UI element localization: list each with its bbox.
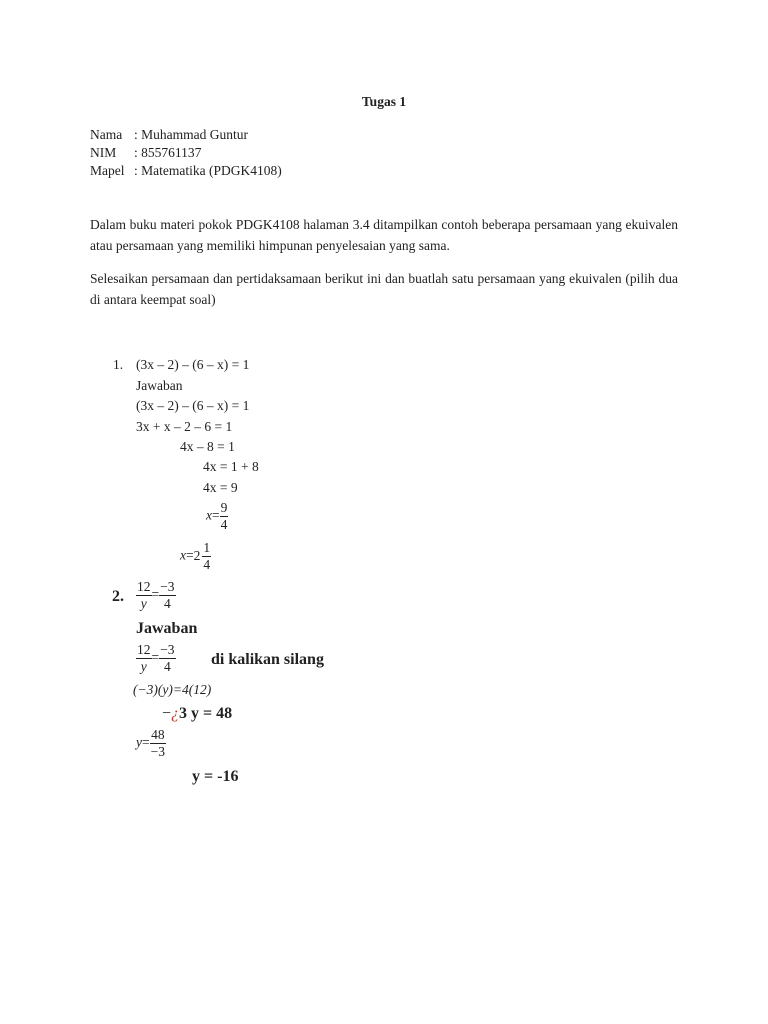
fraction	[136, 579, 152, 612]
problem-2-step	[162, 705, 232, 723]
denominator: 4	[163, 659, 171, 674]
numerator: 1	[203, 540, 211, 555]
equals-sign: =	[212, 507, 220, 523]
problem-2-restated-equation	[136, 642, 176, 675]
name-value: : Muhammad Guntur	[134, 127, 248, 142]
problem-1-mixed-result	[180, 540, 211, 573]
minus-sign: −	[162, 705, 172, 722]
cross-multiply-line: (−3)(y)=4(12)	[133, 682, 212, 697]
whole-number: 2	[193, 547, 201, 563]
fraction	[136, 642, 152, 675]
variable-x: x	[206, 507, 212, 523]
problem-2-number: 2.	[112, 588, 124, 605]
fraction	[220, 500, 229, 533]
equals-sign: =	[186, 547, 194, 563]
problem-2-equation	[136, 579, 176, 612]
problem-1-step: 4x = 1 + 8	[203, 459, 259, 474]
mapel-value: : Matematika (PDGK4108)	[134, 163, 282, 178]
fraction	[159, 642, 175, 675]
glyph-error: ¿	[171, 705, 180, 722]
variable-y: y	[136, 734, 142, 750]
fraction	[150, 727, 166, 760]
nim-label: NIM	[90, 145, 117, 160]
cross-multiply-note: di kalikan silang	[211, 651, 324, 668]
numerator: 48	[151, 727, 165, 742]
mapel-label: Mapel	[90, 163, 125, 178]
page-title: Tugas 1	[361, 94, 407, 109]
problem-2-result: y = -16	[192, 768, 239, 785]
problem-1-step: 4x = 9	[203, 480, 238, 495]
problem-1-answer-label: Jawaban	[136, 378, 183, 393]
fraction	[202, 540, 211, 573]
fraction	[159, 579, 175, 612]
denominator: y	[140, 659, 147, 674]
numerator: −3	[160, 579, 175, 594]
numerator: 9	[220, 500, 228, 515]
problem-1-number: 1.	[113, 357, 124, 372]
instruction-paragraph: Selesaikan persamaan dan pertidaksamaan berikut ini dan buatlah satu persamaan yang ekuivalen (pilih dua di antara keempat soal)	[90, 271, 678, 307]
numerator: 12	[137, 642, 151, 657]
denominator: −3	[150, 744, 165, 759]
problem-1-step: 3x + x – 2 – 6 = 1	[136, 419, 233, 434]
equals-sign: =	[151, 586, 160, 602]
step-text: 3 y = 48	[179, 705, 233, 722]
denominator: y	[140, 596, 147, 611]
problem-2-answer-label: Jawaban	[136, 620, 198, 637]
numerator: −3	[160, 642, 175, 657]
nim-value: : 855761137	[134, 145, 202, 160]
numerator: 12	[137, 579, 151, 594]
problem-1-fraction-result	[206, 500, 228, 533]
equals-sign: =	[151, 649, 160, 665]
name-label: Nama	[90, 127, 123, 142]
denominator: 4	[203, 557, 211, 572]
denominator: 4	[163, 596, 171, 611]
denominator: 4	[220, 517, 228, 532]
variable-x: x	[180, 547, 186, 563]
identity-mapel-row	[90, 163, 282, 179]
problem-2-y-fraction	[136, 727, 166, 760]
problem-1-equation: (3x – 2) – (6 – x) = 1	[136, 357, 250, 372]
identity-name-row	[90, 127, 248, 143]
problem-1-step: 4x – 8 = 1	[180, 439, 235, 454]
equals-sign: =	[142, 734, 150, 750]
identity-nim-row	[90, 145, 201, 161]
intro-paragraph: Dalam buku materi pokok PDGK4108 halaman 3.4 ditampilkan contoh beberapa persamaan yang ekuivalen atau persamaan yang memiliki himpunan penyelesaian yang sama.	[90, 217, 678, 253]
problem-1-step: (3x – 2) – (6 – x) = 1	[136, 398, 250, 413]
